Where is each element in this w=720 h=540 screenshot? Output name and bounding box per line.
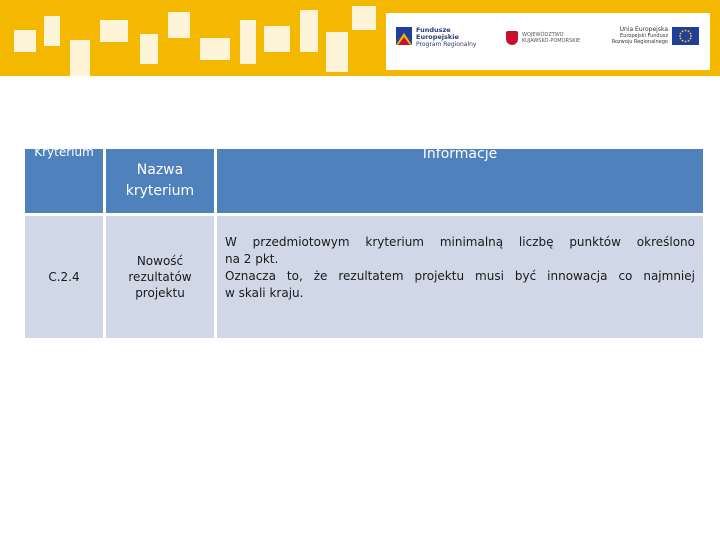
- wk-line2: KUJAWSKO-POMORSKIE: [522, 38, 581, 44]
- crest-icon: [506, 31, 518, 45]
- header-cell-informacje: [217, 146, 703, 213]
- decorative-block: [100, 20, 128, 42]
- wk-line1: WOJEWÓDZTWO: [522, 32, 564, 38]
- decorative-block: [140, 34, 158, 64]
- decorative-block: [300, 10, 318, 52]
- decorative-block: [240, 20, 256, 64]
- fe-star-icon: [396, 27, 412, 45]
- criteria-table: [22, 146, 706, 341]
- header-informacje: Informacje: [422, 146, 498, 162]
- ue-line3: Rozwoju Regionalnego: [611, 39, 668, 45]
- table-row: [25, 216, 703, 338]
- decorative-block: [168, 12, 190, 38]
- decorative-block: [264, 26, 290, 52]
- info-line: na 2 pkt.: [225, 252, 279, 266]
- logo-strip: [386, 13, 710, 70]
- header-banner: [0, 0, 720, 76]
- fe-line1: Fundusze: [416, 26, 451, 34]
- fe-line2: Europejskie: [416, 33, 459, 41]
- ue-line2: Europejski Fundusz: [620, 33, 668, 39]
- criterion-name: Nowość rezultatów projektu: [106, 216, 214, 338]
- eu-flag-icon: [672, 27, 699, 45]
- ue-line1: Unia Europejska: [619, 26, 668, 33]
- decorative-block: [14, 30, 36, 52]
- info-line: Oznacza to, że rezultatem projektu musi być innowacja co najmniej: [225, 269, 695, 283]
- header-kryterium: Kryterium: [34, 145, 94, 159]
- criterion-info: [217, 216, 703, 338]
- header-cell-kryterium: [25, 145, 103, 213]
- header-cell-nazwa: [106, 149, 214, 213]
- criterion-code: C.2.4: [25, 216, 103, 338]
- header-nazwa-kryterium: Nazwa kryterium: [125, 162, 195, 199]
- fe-line3: Program Regionalny: [416, 41, 477, 48]
- decorative-block: [200, 38, 230, 60]
- info-line: w skali kraju.: [225, 286, 304, 300]
- decorative-block: [70, 40, 90, 76]
- decorative-block: [326, 32, 348, 72]
- decorative-block: [44, 16, 60, 46]
- unia-europejska-logo: [608, 19, 704, 63]
- wojewodztwo-logo: [506, 19, 596, 63]
- decorative-block: [352, 6, 376, 30]
- info-line: W przedmiotowym kryterium minimalną liczbę punktów określono: [225, 235, 695, 249]
- table-header-row: [25, 149, 703, 213]
- fundusze-europejskie-logo: [396, 19, 496, 63]
